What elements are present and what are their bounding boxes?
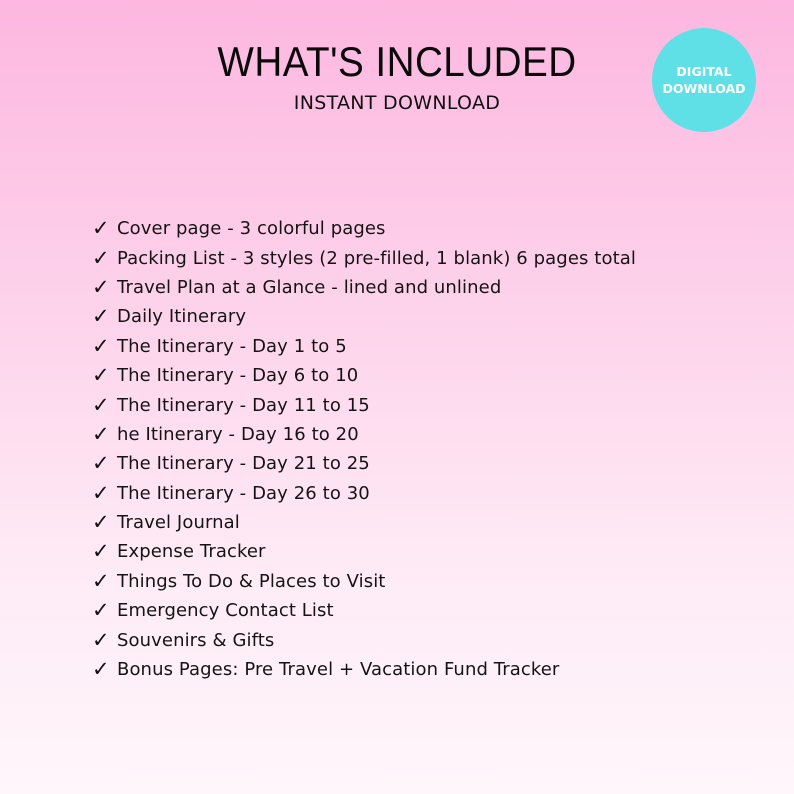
list-item — [92, 655, 636, 684]
list-item — [92, 508, 636, 537]
badge-line-1: DIGITAL — [676, 64, 732, 79]
page-subtitle: INSTANT DOWNLOAD — [293, 92, 501, 114]
checkmark-icon: ✓ — [92, 421, 110, 446]
checkmark-icon: ✓ — [92, 510, 110, 535]
list-item — [92, 596, 636, 625]
list-item-text: The Itinerary - Day 1 to 5 — [117, 335, 347, 357]
page-title: WHAT'S INCLUDED — [217, 38, 577, 85]
list-item-text: Travel Journal — [117, 512, 240, 534]
list-item-text: he Itinerary - Day 16 to 20 — [117, 423, 359, 445]
checkmark-icon: ✓ — [92, 657, 110, 682]
list-item-text: Travel Plan at a Glance - lined and unlined — [117, 276, 502, 298]
digital-download-badge — [652, 28, 756, 132]
list-item-text: Cover page - 3 colorful pages — [117, 218, 386, 240]
badge-line-2: DOWNLOAD — [662, 81, 746, 96]
list-item — [92, 390, 636, 419]
checkmark-icon: ✓ — [92, 216, 110, 241]
list-item — [92, 420, 636, 449]
list-item — [92, 625, 636, 654]
list-item-text: Things To Do & Places to Visit — [117, 570, 386, 592]
list-item — [92, 273, 636, 302]
checkmark-icon: ✓ — [92, 333, 110, 358]
list-item — [92, 361, 636, 390]
checkmark-icon: ✓ — [92, 568, 110, 593]
list-item — [92, 243, 636, 272]
list-item-text: Bonus Pages: Pre Travel + Vacation Fund Tracker — [117, 659, 560, 681]
list-item — [92, 214, 636, 243]
list-item — [92, 332, 636, 361]
checkmark-icon: ✓ — [92, 598, 110, 623]
included-items-list — [92, 214, 636, 684]
checkmark-icon: ✓ — [92, 304, 110, 329]
checkmark-icon: ✓ — [92, 245, 110, 270]
list-item — [92, 449, 636, 478]
list-item — [92, 302, 636, 331]
checkmark-icon: ✓ — [92, 539, 110, 564]
list-item — [92, 537, 636, 566]
list-item-text: The Itinerary - Day 11 to 15 — [117, 394, 370, 416]
list-item — [92, 567, 636, 596]
list-item-text: Expense Tracker — [117, 541, 266, 563]
list-item-text: The Itinerary - Day 21 to 25 — [117, 453, 370, 475]
list-item-text: Daily Itinerary — [117, 306, 247, 328]
checkmark-icon: ✓ — [92, 392, 110, 417]
checkmark-icon: ✓ — [92, 274, 110, 299]
list-item-text: Packing List - 3 styles (2 pre-filled, 1 blank) 6 pages total — [117, 247, 636, 269]
list-item-text: Emergency Contact List — [117, 600, 334, 622]
checkmark-icon: ✓ — [92, 451, 110, 476]
list-item-text: Souvenirs & Gifts — [117, 629, 275, 651]
list-item — [92, 479, 636, 508]
checkmark-icon: ✓ — [92, 627, 110, 652]
list-item-text: The Itinerary - Day 26 to 30 — [117, 482, 370, 504]
checkmark-icon: ✓ — [92, 480, 110, 505]
checkmark-icon: ✓ — [92, 363, 110, 388]
list-item-text: The Itinerary - Day 6 to 10 — [117, 365, 359, 387]
